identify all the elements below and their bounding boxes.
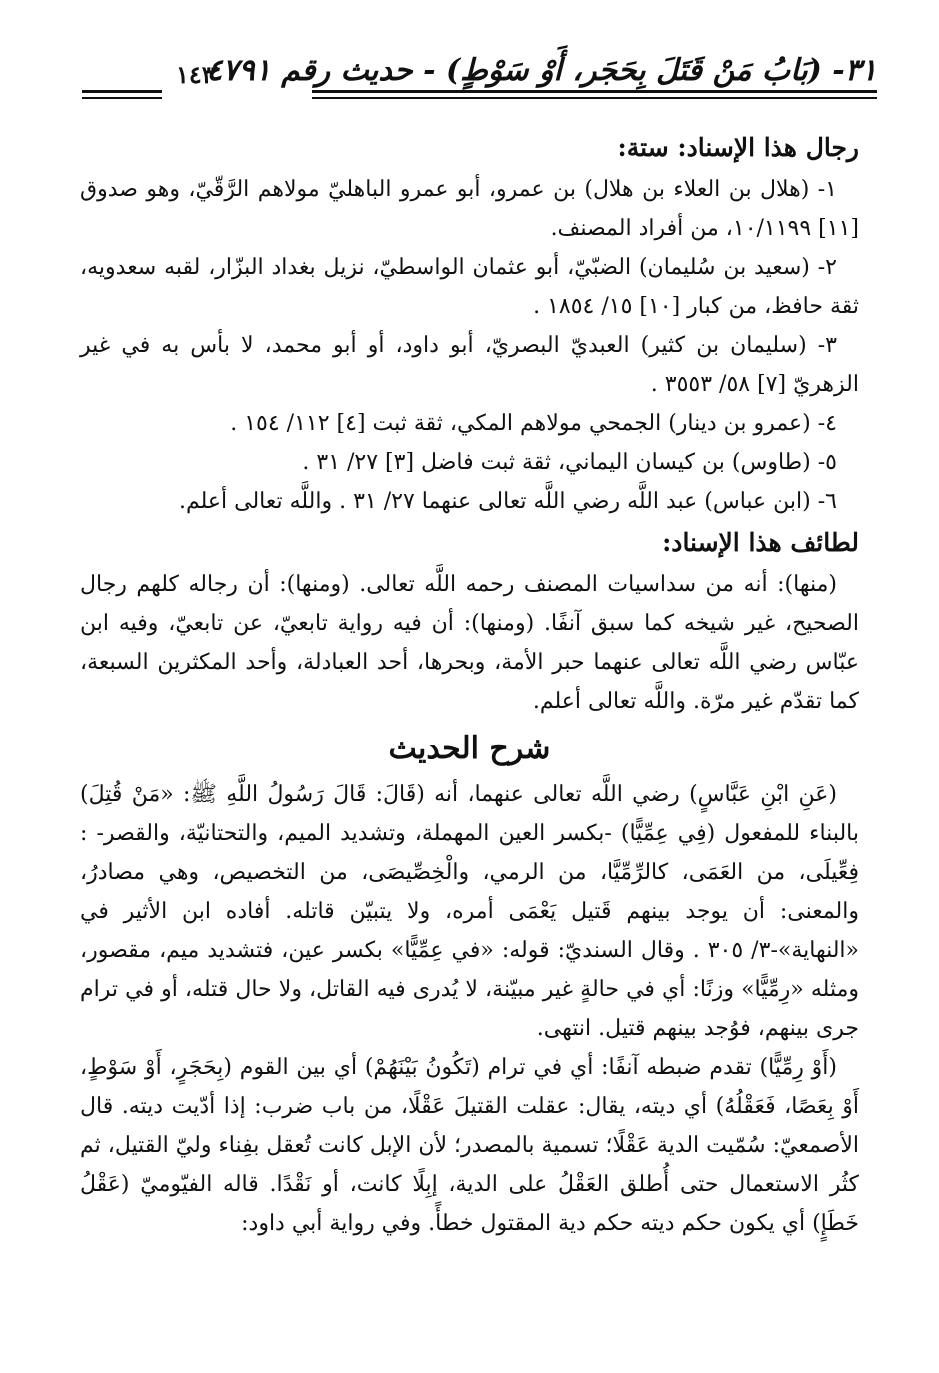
page-body xyxy=(80,126,859,1243)
narrators-heading: رجال هذا الإسناد: ستة: xyxy=(617,133,859,162)
list-item: ١- (هلال بن العلاء بن هلال) بن عمرو، أبو عمرو الباهليّ مولاهم الرَّقّيّ، وهو صدوق [١١] ١٠/١١٩٩، من أفراد المصنف. xyxy=(80,177,859,241)
header-rule xyxy=(312,90,877,93)
list-item: ٥- (طاوس) بن كيسان اليماني، ثقة ثبت فاضل [٣] ٢٧/ ٣١ . xyxy=(302,450,837,475)
subtleties-heading: لطائف هذا الإسناد: xyxy=(662,528,859,557)
chapter-title: ٣١- (بَابُ مَنْ قَتَلَ بِحَجَر، أَوْ سَوْطٍ) - حديث رقم ٤٧٩١ xyxy=(206,53,877,88)
list-item: ٢- (سعيد بن سُليمان) الضبّيّ، أبو عثمان الواسطيّ، نزيل بغداد البزّار، لقبه سعدويه، ثقة حافظ، من كبار [١٠] ١٥/ ١٨٥٤ . xyxy=(80,255,859,319)
commentary-paragraph: (أَوْ رِمِّيًّا) تقدم ضبطه آنفًا: أي في ترام (تَكُونُ بَيْنَهُمْ) أي بين القوم (بِحَجَرٍ، أَوْ سَوْطٍ، أَوْ بِعَصًا، فَعَقْلُهُ) أي ديته، يقال: عقلت القتيلَ عَقْلًا، من باب ضرب: إذا أدّيت ديته. قال الأصمعيّ: سُمّيت الدية عَقْلًا؛ تسمية بالمصدر؛ لأن الإبل كانت تُعقل بفِناء وليّ القتيل، ثم كثُر الاستعمال حتى أُطلق العَقْلُ على الدية، إبِلًا كانت، أو نَقْدًا. قاله الفيّوميّ (عَقْلُ خَطَإٍ) أي يكون حكم ديته حكم دية المقتول خطأً. وفي رواية أبي داود: xyxy=(80,1055,859,1236)
header-rule xyxy=(82,97,162,99)
commentary-heading: شرح الحديث xyxy=(388,731,551,766)
header-rule xyxy=(312,97,877,99)
list-item: ٤- (عمرو بن دينار) الجمحي مولاهم المكي، ثقة ثبت [٤] ١١٢/ ١٥٤ . xyxy=(230,411,837,436)
running-header xyxy=(82,48,877,106)
subtleties-text: (منها): أنه من سداسيات المصنف رحمه اللَّه تعالى. (ومنها): أن رجاله كلهم رجال الصحيح، غير شيخه كما سبق آنفًا. (ومنها): أن فيه رواية تابعيّ، عن تابعيّ، وفيه ابن عبّاس رضي اللَّه تعالى عنهما حبر الأمة، وبحرها، أحد العبادلة، وأحد المكثرين السبعة، كما تقدّم غير مرّة. واللَّه تعالى أعلم. xyxy=(80,572,859,714)
commentary-paragraph: (عَنِ ابْنِ عَبَّاسٍ) رضي اللَّه تعالى عنهما، أنه (قَالَ: قَالَ رَسُولُ اللَّهِ ﷺ: «مَنْ قُتِلَ) بالبناء للمفعول (فِي عِمِّيًّا) -بكسر العين المهملة، وتشديد الميم، والتحتانيّة، والقصر- : فِعِّيلَى، من العَمَى، كالرِّمِّيَّا، من الرمي، والْخِصِّيصَى، من التخصيص، وهي مصادرُ، والمعنى: أن يوجد بينهم قَتيل يَعْمَى أمره، ولا يتبيّن قاتله. أفاده ابن الأثير في «النهاية»-٣/ ٣٠٥ . وقال السنديّ: قوله: «في عِمِّيًّا» بكسر عين، فتشديد ميم، مقصور، ومثله «رِمِّيًّا» وزنًا: أي في حالةٍ غير مبيّنة، لا يُدرى فيه القاتل، ولا حال قتله، أو في ترام جرى بينهم، فوُجد بينهم قتيل. انتهى. xyxy=(80,782,860,1041)
header-rule xyxy=(82,90,162,93)
page-number: ١٤٣ xyxy=(176,60,215,89)
list-item: ٦- (ابن عباس) عبد اللَّه رضي اللَّه تعالى عنهما ٢٧/ ٣١ . واللَّه تعالى أعلم. xyxy=(178,489,837,514)
list-item: ٣- (سليمان بن كثير) العبديّ البصريّ، أبو داود، أو أبو محمد، لا بأس به في غير الزهريّ [٧] ٥٨/ ٣٥٥٣ . xyxy=(80,333,859,397)
narrators-list xyxy=(80,170,859,521)
